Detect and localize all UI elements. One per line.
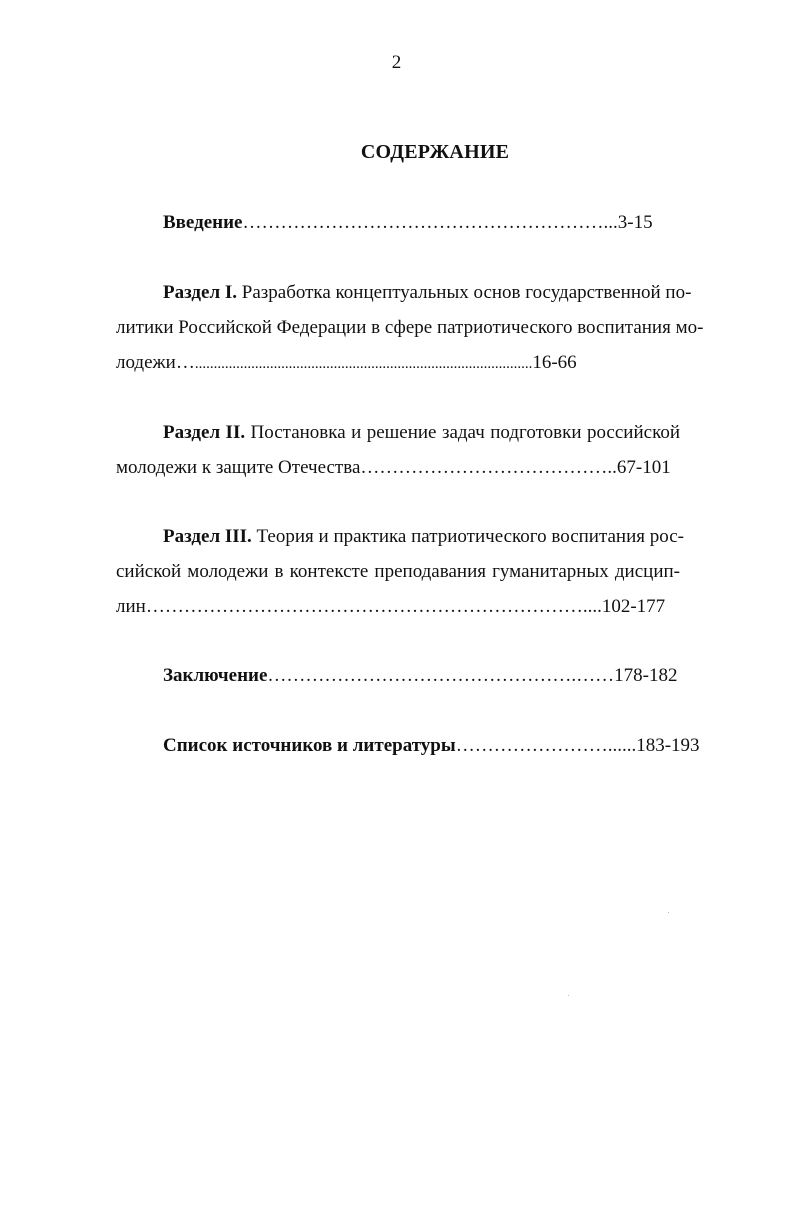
toc-section1-pages: 16-66 — [532, 352, 577, 373]
toc-section1-line2: литики Российской Федерации в сфере патриотического воспитания мо- — [116, 317, 704, 338]
page-title: СОДЕРЖАНИЕ — [360, 141, 510, 163]
toc-entry-introduction — [163, 213, 653, 232]
page-number: 2 — [391, 52, 402, 73]
toc-entry-conclusion — [163, 666, 678, 685]
toc-intro-dots: ………………………………………………… — [242, 212, 604, 233]
toc-section1-line1-text: Разработка концептуальных основ государственной по- — [241, 282, 692, 303]
toc-section2-pages: ..67-101 — [607, 457, 671, 478]
toc-sources-dots: ……………………...... — [455, 735, 637, 756]
toc-section2-line2 — [116, 458, 671, 477]
toc-section1-line1 — [163, 282, 692, 303]
toc-section1-dots: .......................................................................................... — [194, 356, 533, 372]
toc-sources-pages: 183-193 — [636, 735, 700, 756]
toc-section1-line3 — [116, 353, 577, 372]
toc-section2-line2-text: молодежи к защите Отечества — [116, 457, 361, 478]
toc-conclusion-dots: ………………………………………….…… — [267, 665, 615, 686]
toc-section2-dots: ………………………………… — [360, 457, 608, 478]
toc-conclusion-label: Заключение — [163, 665, 268, 686]
toc-conclusion-pages: 178-182 — [614, 665, 678, 686]
toc-section2-label: Раздел II. — [163, 422, 246, 443]
toc-section3-dots: ……………………………………………………………. — [145, 596, 588, 617]
toc-section3-line3 — [116, 597, 665, 616]
toc-section3-line1 — [163, 526, 684, 547]
scan-speck — [668, 912, 669, 913]
scan-speck — [568, 995, 569, 996]
toc-section3-pages: ...102-177 — [587, 596, 666, 617]
toc-section3-line2: сийской молодежи в контексте преподавания гуманитарных дисцип- — [116, 561, 680, 582]
toc-section3-line1-text: Теория и практика патриотического воспитания рос- — [256, 526, 684, 547]
toc-section2-line1-text: Постановка и решение задач подготовки российской — [250, 422, 681, 443]
toc-sources-label: Список источников и литературы — [163, 735, 456, 756]
toc-entry-sources — [163, 736, 700, 755]
toc-intro-label: Введение — [163, 212, 243, 233]
toc-intro-pages: ...3-15 — [603, 212, 653, 233]
toc-section1-line3-text: лодежи… — [116, 352, 195, 373]
toc-section3-label: Раздел III. — [163, 526, 252, 547]
toc-section3-line3-text: лин — [116, 596, 146, 617]
toc-section1-label: Раздел I. — [163, 282, 237, 303]
toc-section2-line1 — [163, 423, 680, 442]
